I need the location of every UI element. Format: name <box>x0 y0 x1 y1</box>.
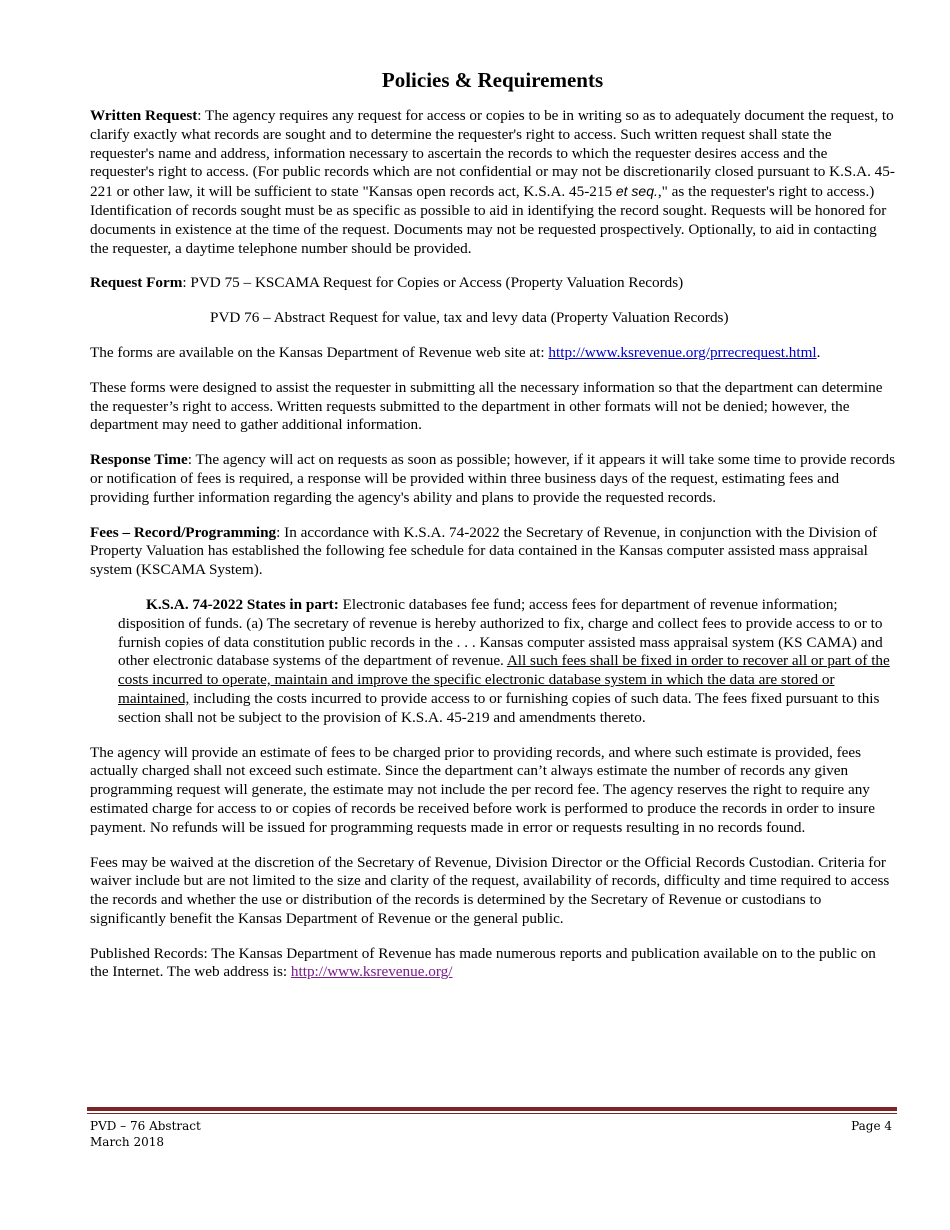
published-records-paragraph <box>90 945 895 983</box>
fees-label: Fees – Record/Programming <box>90 523 277 541</box>
ksrevenue-link[interactable]: http://www.ksrevenue.org/ <box>290 963 453 981</box>
request-form-line2: PVD 76 – Abstract Request for value, tax and levy data (Property Valuation Records) <box>210 309 729 327</box>
response-time-label: Response Time <box>90 451 188 469</box>
forms-available-text: The forms are available on the Kansas Department of Revenue web site at: <box>90 343 549 361</box>
estimate-paragraph: The agency will provide an estimate of fees to be charged prior to providing records, and where such estimate is provided, fees actually charged shall not exceed such estimate. Since the department can’t always estimate the number of records any given programming request will generate, the estimate may not include the per record fee. The agency reserves the right to require any estimated charge for access to or copies of records be received before work is performed to produce the records in order to insure payment. No refunds will be issued for programming requests made in error or requests resulting in no records found. <box>90 743 875 836</box>
footer-left <box>90 1118 201 1150</box>
forms-available-end: . <box>816 343 821 361</box>
fees-text: : In accordance with K.S.A. 74-2022 the Secretary of Revenue, in conjunction with the Division of Property Valuation has established the following fee schedule for data contained in the Kansas computer assisted mass appraisal system (KSCAMA System). <box>90 523 878 579</box>
fees-paragraph <box>90 524 895 580</box>
forms-available-paragraph <box>90 344 895 363</box>
forms-designed-paragraph: These forms were designed to assist the requester in submitting all the necessary information so that the department can determine the requester’s right to access. Written requests submitted to the department in other formats will not be denied; however, the department may need to gather additional information. <box>90 378 883 434</box>
page-title: Policies & Requirements <box>381 68 604 92</box>
waiver-paragraph: Fees may be waived at the discretion of the Secretary of Revenue, Division Director or the Official Records Custodian. Criteria for waiver include but are not limited to the size and clarity of the request, availability of records, difficulty and time required to access the records and whether the use or distribution of the records is determined by the Secretary of Revenue or custodians to significantly benefit the Kansas Department of Revenue or the general public. <box>90 853 890 927</box>
published-text: Published Records: The Kansas Department of Revenue has made numerous reports and publication available on to the public on the Internet. The web address is: <box>90 944 876 981</box>
footer-rule-thin <box>87 1113 897 1114</box>
et-seq-italic: et seq. <box>615 183 658 200</box>
prrecrequest-link[interactable]: http://www.ksrevenue.org/prrecrequest.html <box>548 343 817 361</box>
request-form-paragraph <box>90 274 895 293</box>
written-request-label: Written Request <box>90 107 198 124</box>
footer-doc-id: PVD – 76 Abstract <box>90 1119 201 1133</box>
statute-underlined: All such fees shall be fixed in order to recover all or part of the costs incurred to operate, maintain and improve the specific electronic database system in which the data are stored or maintained, <box>118 652 890 707</box>
footer-page-number: Page 4 <box>851 1119 892 1133</box>
statute-text-a: Electronic databases fee fund; access fees for department of revenue information; disposition of funds. (a) The secretary of revenue is hereby authorized to fix, charge and collect fees to provide access to or to furnish copies of data constitution public records in the . . . Kansas computer assisted mass appraisal system (KS CAMA) and other electronic database systems of the department of revenue. <box>118 595 883 670</box>
footer-rule <box>87 1107 897 1111</box>
request-form-label: Request Form <box>90 274 183 292</box>
response-time-text: : The agency will act on requests as soon as possible; however, if it appears it will take some time to provide records or notification of fees is required, a response will be provided within three business days of the request, estimating fees and providing further information regarding the agency's ability and plans to provide the requested records. <box>90 451 896 506</box>
request-form-line1: : PVD 75 – KSCAMA Request for Copies or Access (Property Valuation Records) <box>182 274 684 292</box>
document-page <box>90 68 895 998</box>
statute-label: K.S.A. 74-2022 States in part: <box>146 595 339 613</box>
written-request-paragraph <box>90 107 895 258</box>
statute-quote <box>118 596 895 728</box>
footer-date: March 2018 <box>90 1135 164 1149</box>
written-request-text-a: : The agency requires any request for access or copies to be in writing so as to adequately document the request, to clarify exactly what records are sought and to determine the requester's right to access. Such written request shall state the requester's name and address, information necessary to ascertain the records to which the requester desires access and the requester's right to access. (For public records which are not confidential or may not be discretionarily closed pursuant to K.S.A. 45-221 or other law, it will be sufficient to state "Kansas open records act, K.S.A. 45-215 <box>90 107 895 201</box>
response-time-paragraph <box>90 451 895 507</box>
written-request-text-b: ," as the requester's right to access.) Identification of records sought must be as specific as possible to aid in identifying the record sought. Requests will be honored for documents in existence at the time of the request. Documents may not be requested prospectively. Optionally, to aid in contacting the requester, a daytime telephone number should be provided. <box>90 183 887 257</box>
statute-text-b: including the costs incurred to provide access to or furnishing copies of such data. The fees fixed pursuant to this section shall not be subject to the provision of K.S.A. 45-219 and amendments thereto. <box>118 689 880 726</box>
